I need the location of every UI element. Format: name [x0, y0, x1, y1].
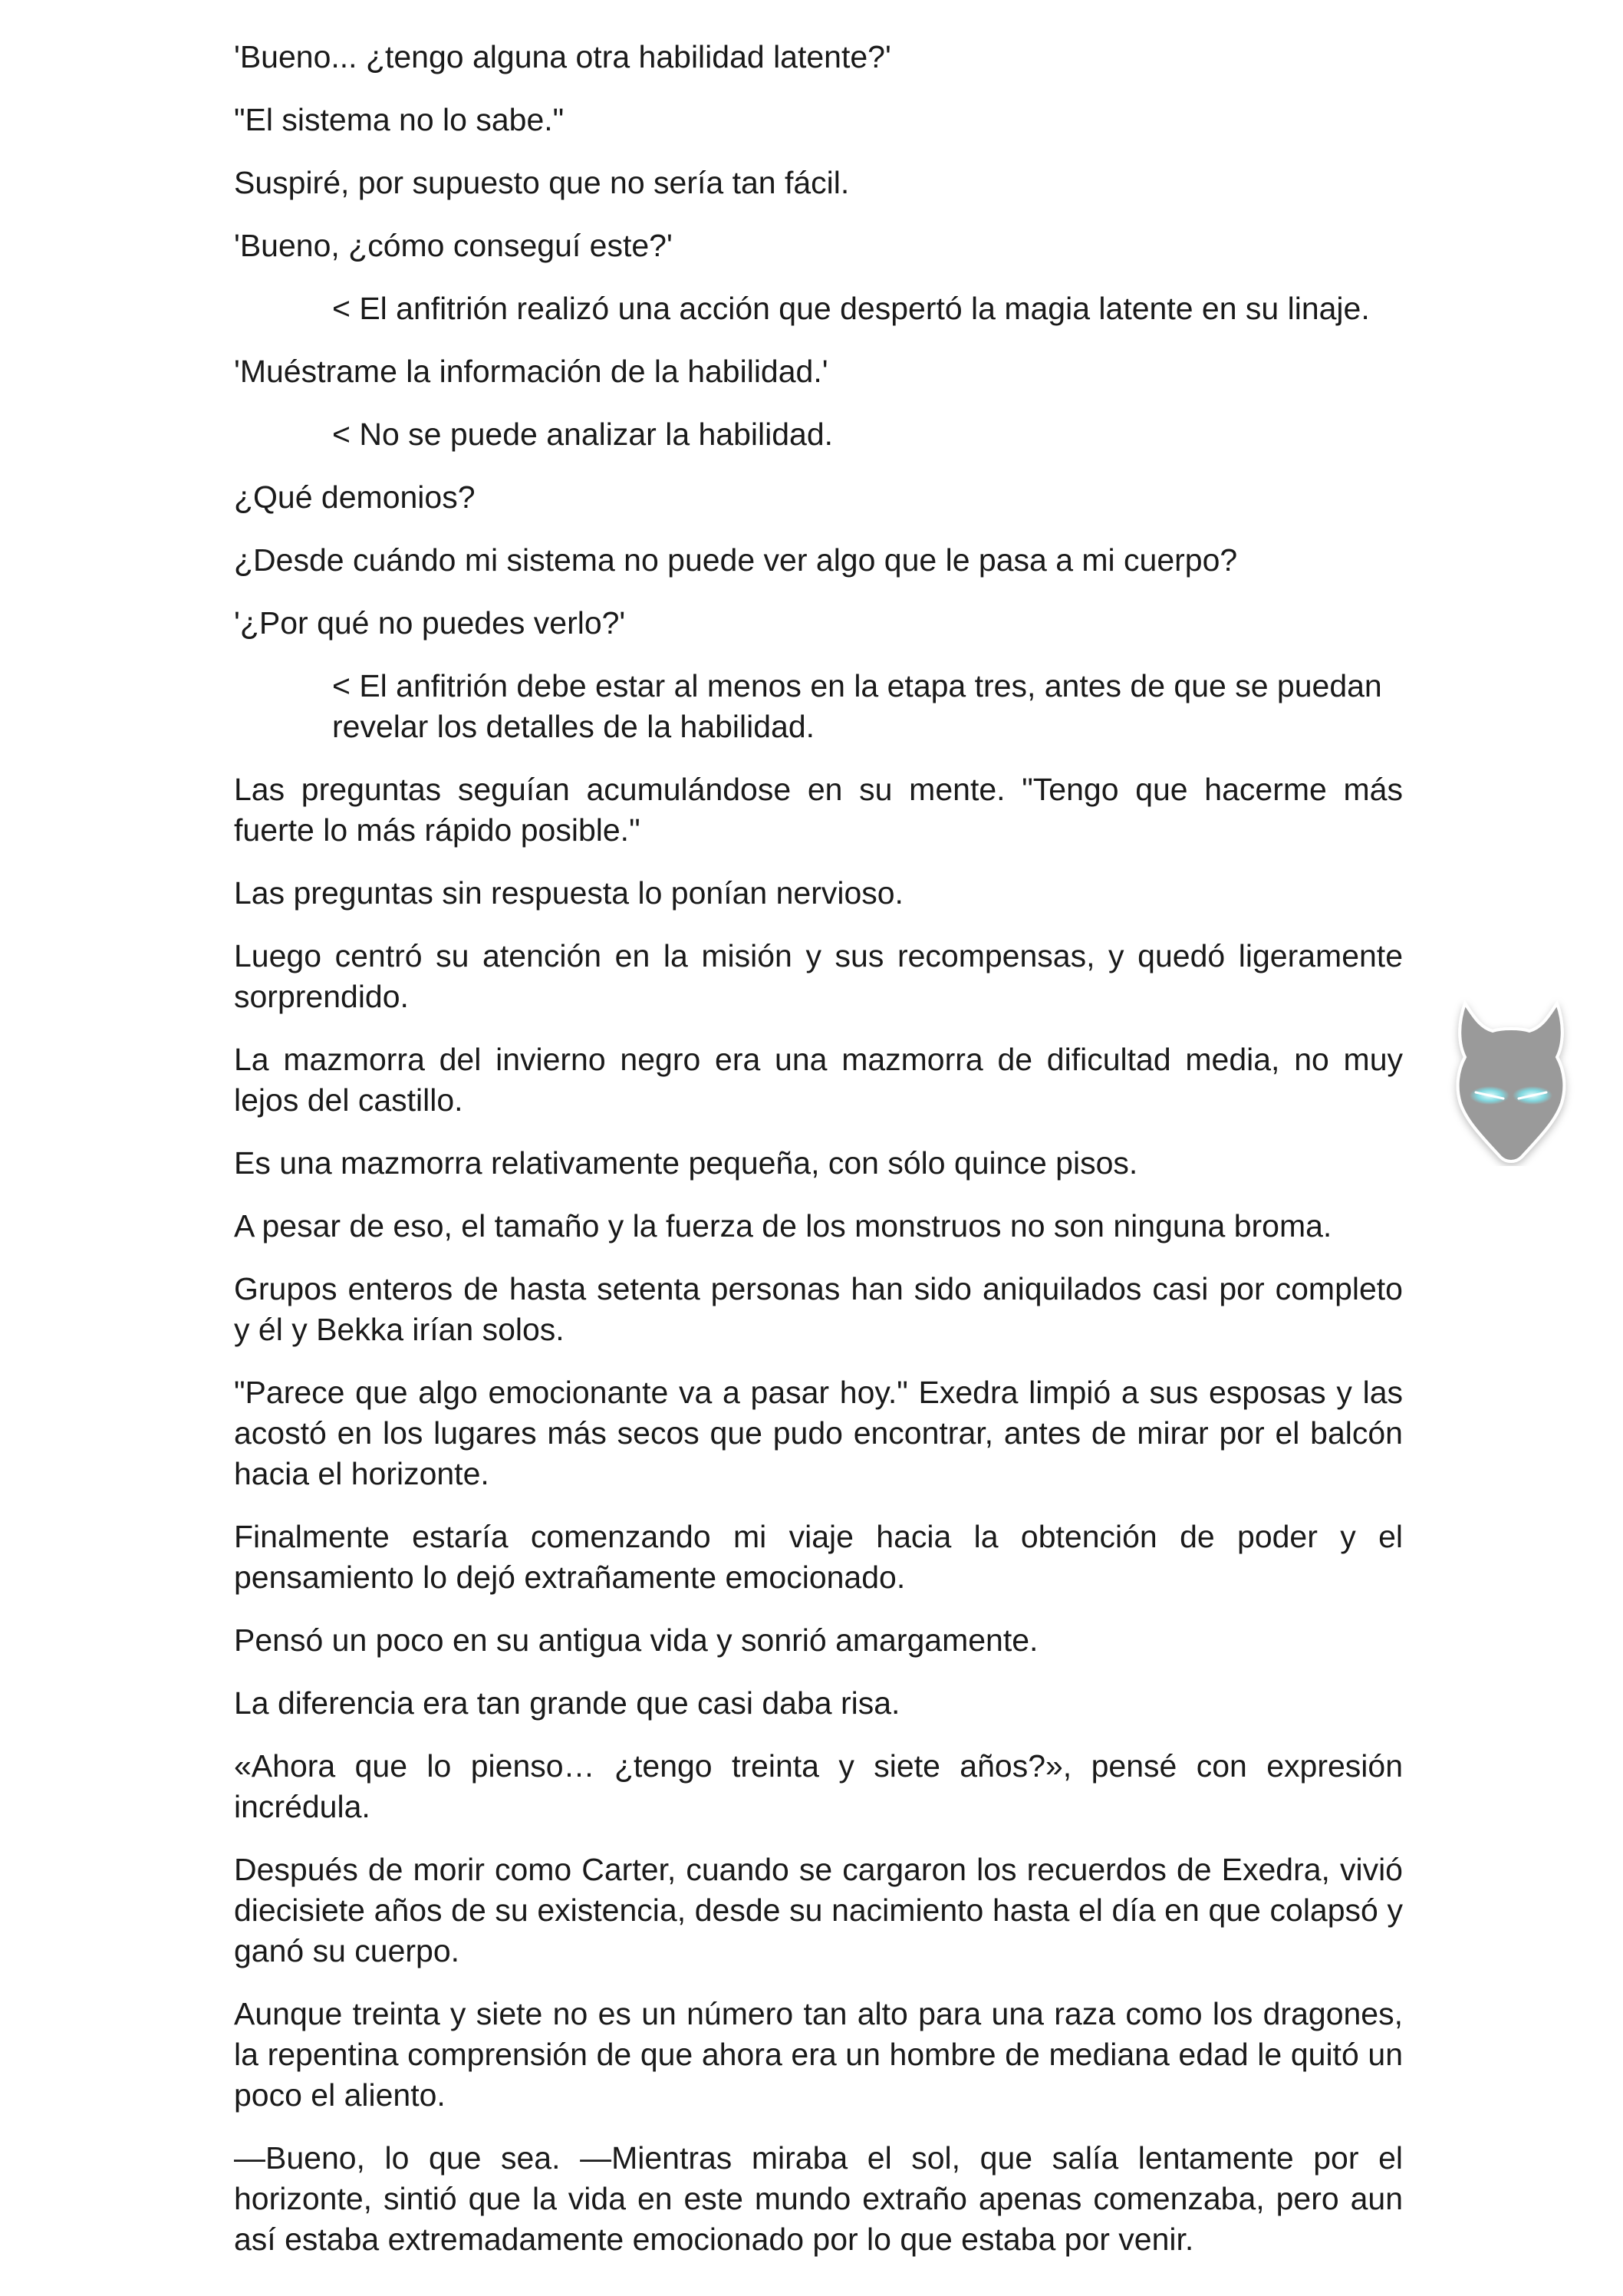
- paragraph: «Ahora que lo pienso… ¿tengo treinta y siete años?», pensé con expresión incrédula.: [234, 1748, 1403, 1824]
- paragraph: Es una mazmorra relativamente pequeña, con sólo quince pisos.: [234, 1145, 1138, 1181]
- paragraph: Luego centró su atención en la misión y sus recompensas, y quedó ligeramente sorprendido.: [234, 938, 1403, 1014]
- horned-demon-head-icon: [1442, 997, 1580, 1166]
- paragraph: La mazmorra del invierno negro era una mazmorra de dificultad media, no muy lejos del castillo.: [234, 1042, 1403, 1118]
- paragraph: —Bueno, lo que sea. —Mientras miraba el sol, que salía lentamente por el horizonte, sintió que la vida en este mundo extraño apenas comenzaba, pero aun así estaba extremadamente emocionado por lo que estaba por venir.: [234, 2140, 1403, 2257]
- paragraph: Suspiré, por supuesto que no sería tan fácil.: [234, 165, 850, 200]
- paragraph: "Parece que algo emocionante va a pasar hoy." Exedra limpió a sus esposas y las acostó en los lugares más secos que pudo encontrar, antes de mirar por el balcón hacia el horizonte.: [234, 1375, 1403, 1491]
- paragraph: La diferencia era tan grande que casi daba risa.: [234, 1685, 900, 1721]
- paragraph: Después de morir como Carter, cuando se cargaron los recuerdos de Exedra, vivió diecisiete años de su existencia, desde su nacimiento hasta el día en que colapsó y ganó su cuerpo.: [234, 1852, 1403, 1968]
- document-body: [234, 37, 1403, 2282]
- paragraph: Grupos enteros de hasta setenta personas han sido aniquilados casi por completo y él y Bekka irían solos.: [234, 1271, 1403, 1347]
- system-message: < No se puede analizar la habilidad.: [332, 417, 834, 452]
- system-message: < El anfitrión debe estar al menos en la etapa tres, antes de que se puedan revelar los detalles de la habilidad.: [332, 668, 1382, 744]
- paragraph: A pesar de eso, el tamaño y la fuerza de los monstruos no son ninguna broma.: [234, 1208, 1332, 1244]
- paragraph: Las preguntas sin respuesta lo ponían nervioso.: [234, 875, 904, 911]
- paragraph: '¿Por qué no puedes verlo?': [234, 605, 626, 641]
- paragraph: "El sistema no lo sabe.": [234, 102, 565, 137]
- paragraph: ¿Desde cuándo mi sistema no puede ver algo que le pasa a mi cuerpo?: [234, 542, 1238, 578]
- paragraph: 'Muéstrame la información de la habilidad.': [234, 354, 828, 389]
- paragraph: Las preguntas seguían acumulándose en su mente. "Tengo que hacerme más fuerte lo más rápido posible.": [234, 772, 1403, 848]
- paragraph: 'Bueno, ¿cómo conseguí este?': [234, 228, 673, 263]
- paragraph: Finalmente estaría comenzando mi viaje hacia la obtención de poder y el pensamiento lo dejó extrañamente emocionado.: [234, 1519, 1403, 1595]
- paragraph: 'Bueno... ¿tengo alguna otra habilidad latente?': [234, 39, 891, 74]
- paragraph: ¿Qué demonios?: [234, 479, 476, 515]
- paragraph: Pensó un poco en su antigua vida y sonrió amargamente.: [234, 1622, 1039, 1658]
- paragraph: Aunque treinta y siete no es un número tan alto para una raza como los dragones, la repentina comprensión de que ahora era un hombre de mediana edad le quitó un poco el aliento.: [234, 1996, 1403, 2113]
- system-message: < El anfitrión realizó una acción que despertó la magia latente en su linaje.: [332, 291, 1370, 326]
